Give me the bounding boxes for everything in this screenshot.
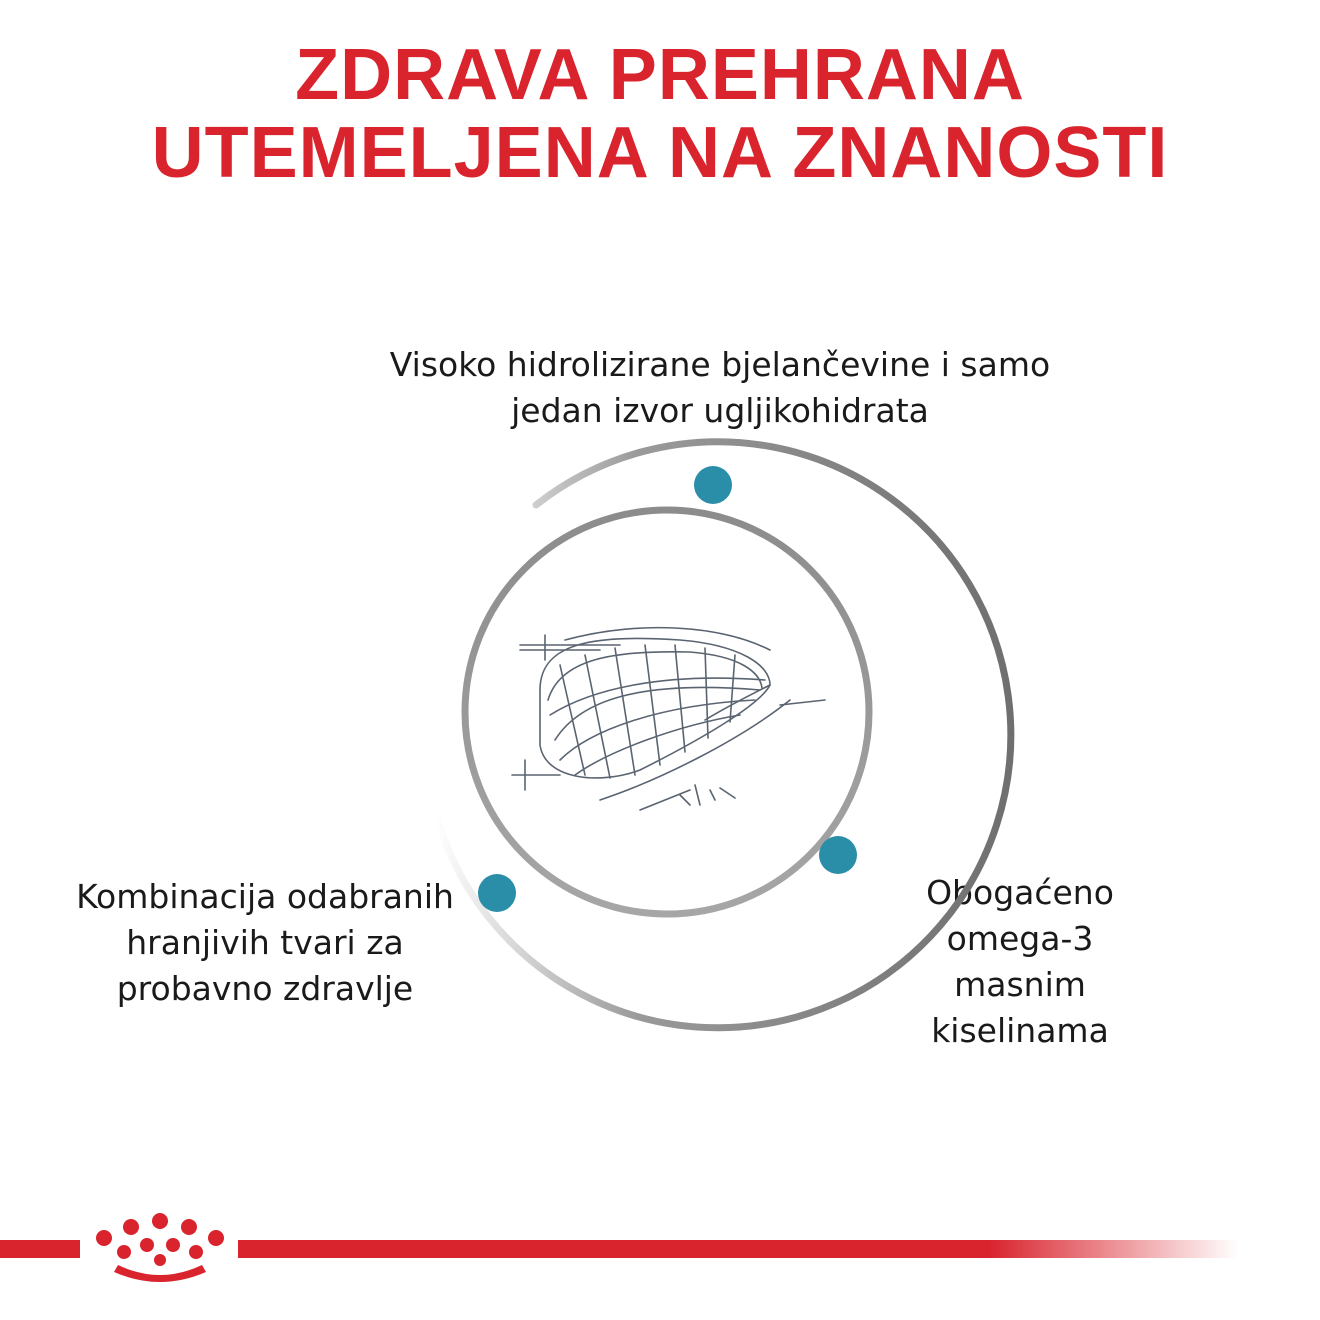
feature-left-line-2: hranjivih tvari za (126, 923, 404, 962)
dot-left (478, 874, 516, 912)
brand-band-left (0, 1240, 80, 1258)
feature-left-line-1: Kombinacija odabranih (76, 877, 454, 916)
feature-right-line-2: omega-3 (946, 919, 1094, 958)
feature-right-line-1: Obogaćeno (926, 873, 1114, 912)
feature-top-line-2: jedan izvor ugljikohidrata (511, 391, 929, 430)
feature-top-line-1: Visoko hidrolizirane bjelančevine i samo (389, 345, 1051, 384)
royal-canin-crown-icon (96, 1213, 224, 1282)
title-line-1: ZDRAVA PREHRANA (295, 35, 1025, 115)
feature-left-line-3: probavno zdravlje (116, 969, 414, 1008)
brand-band-right (238, 1240, 1238, 1258)
feature-right-line-4: kiselinama (931, 1011, 1109, 1050)
feature-right-line-3: masnim (954, 965, 1086, 1004)
outer-ring-arc (436, 442, 1011, 1028)
title-line-2: UTEMELJENA NA ZNANOSTI (151, 113, 1169, 193)
stomach-sketch-icon (512, 628, 825, 810)
dot-top (694, 466, 732, 504)
dot-right (819, 836, 857, 874)
